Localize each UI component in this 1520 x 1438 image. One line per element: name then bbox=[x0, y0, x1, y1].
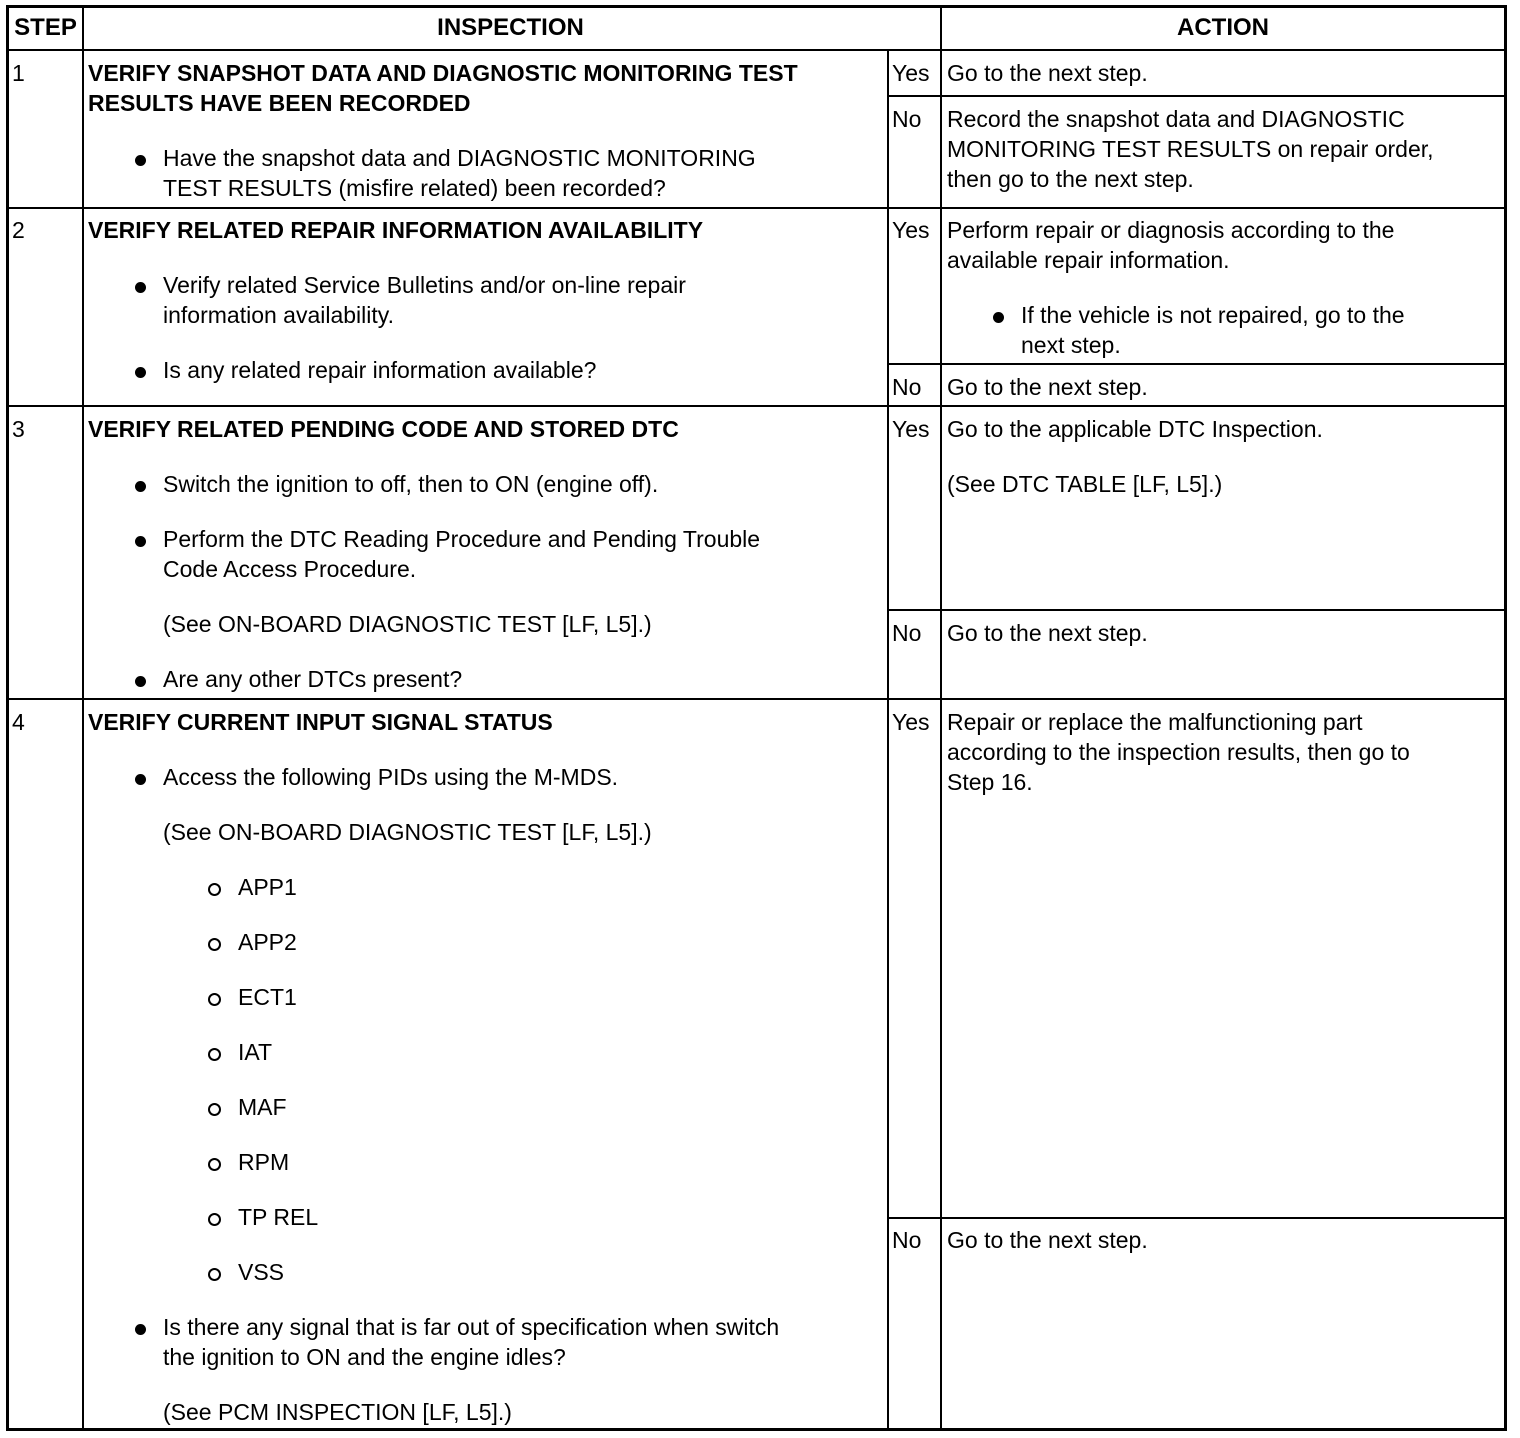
yes-label: Yes bbox=[892, 416, 930, 442]
step-title: RESULTS HAVE BEEN RECORDED bbox=[88, 90, 471, 116]
yes-action: available repair information. bbox=[947, 247, 1230, 273]
no-action: Go to the next step. bbox=[947, 374, 1148, 400]
circle-bullet-icon bbox=[208, 1103, 221, 1116]
bullet-text: Is there any signal that is far out of specification when switch bbox=[163, 1314, 780, 1340]
step-title: VERIFY RELATED REPAIR INFORMATION AVAILABILITY bbox=[88, 217, 704, 243]
yes-action: Step 16. bbox=[947, 769, 1033, 795]
step-title: VERIFY RELATED PENDING CODE AND STORED DTC bbox=[88, 416, 679, 442]
bullet-text: Perform the DTC Reading Procedure and Pending Trouble bbox=[163, 526, 761, 552]
circle-bullet-icon bbox=[208, 883, 221, 896]
yes-no-divider-1 bbox=[887, 95, 1504, 97]
circle-bullet-icon bbox=[208, 1158, 221, 1171]
bullet-icon bbox=[135, 774, 146, 785]
col-divider-action bbox=[940, 8, 942, 1428]
yes-bullet-text: If the vehicle is not repaired, go to the bbox=[1021, 302, 1405, 328]
pid-item: TP REL bbox=[238, 1204, 319, 1230]
bullet-icon bbox=[135, 367, 146, 378]
circle-bullet-icon bbox=[208, 1213, 221, 1226]
bullet-icon bbox=[135, 1324, 146, 1335]
inspection-table bbox=[6, 5, 1507, 1431]
col-divider-step bbox=[82, 8, 84, 1428]
row-divider-2 bbox=[9, 405, 1504, 407]
step-number: 2 bbox=[12, 217, 25, 243]
pid-item: APP2 bbox=[238, 929, 297, 955]
step-title: VERIFY CURRENT INPUT SIGNAL STATUS bbox=[88, 709, 553, 735]
bullet-text: Is any related repair information available? bbox=[163, 357, 597, 383]
no-action: then go to the next step. bbox=[947, 166, 1194, 192]
no-label: No bbox=[892, 374, 922, 400]
pid-item: RPM bbox=[238, 1149, 290, 1175]
no-action: Go to the next step. bbox=[947, 620, 1148, 646]
see-note: (See ON-BOARD DIAGNOSTIC TEST [LF, L5].) bbox=[163, 611, 652, 637]
no-action: Record the snapshot data and DIAGNOSTIC bbox=[947, 106, 1405, 132]
yes-action: Go to the next step. bbox=[947, 60, 1148, 86]
bullet-text: Verify related Service Bulletins and/or on-line repair bbox=[163, 272, 686, 298]
bullet-icon bbox=[135, 155, 146, 166]
yes-bullet-text: next step. bbox=[1021, 332, 1121, 358]
circle-bullet-icon bbox=[208, 993, 221, 1006]
header-action: ACTION bbox=[1177, 14, 1269, 41]
pid-item: APP1 bbox=[238, 874, 297, 900]
bullet-icon bbox=[993, 312, 1004, 323]
bullet-icon bbox=[135, 676, 146, 687]
yes-action: Repair or replace the malfunctioning part bbox=[947, 709, 1363, 735]
yes-action: Perform repair or diagnosis according to the bbox=[947, 217, 1395, 243]
row-divider-1 bbox=[9, 207, 1504, 209]
yes-action: according to the inspection results, then go to bbox=[947, 739, 1410, 765]
col-divider-yesno bbox=[887, 49, 889, 1428]
row-divider-3 bbox=[9, 698, 1504, 700]
no-label: No bbox=[892, 1227, 922, 1253]
see-note: (See ON-BOARD DIAGNOSTIC TEST [LF, L5].) bbox=[163, 819, 652, 845]
bullet-text: Switch the ignition to off, then to ON (engine off). bbox=[163, 471, 659, 497]
yes-label: Yes bbox=[892, 217, 930, 243]
bullet-text: TEST RESULTS (misfire related) been recorded? bbox=[163, 175, 666, 201]
circle-bullet-icon bbox=[208, 938, 221, 951]
header-step: STEP bbox=[14, 14, 77, 41]
step-number: 3 bbox=[12, 416, 25, 442]
pid-item: IAT bbox=[238, 1039, 273, 1065]
bullet-icon bbox=[135, 481, 146, 492]
yes-action: Go to the applicable DTC Inspection. bbox=[947, 416, 1323, 442]
step-number: 4 bbox=[12, 709, 25, 735]
bullet-icon bbox=[135, 282, 146, 293]
no-action: Go to the next step. bbox=[947, 1227, 1148, 1253]
bullet-text: Have the snapshot data and DIAGNOSTIC MONITORING bbox=[163, 145, 756, 171]
row-divider-header bbox=[9, 49, 1504, 51]
yes-label: Yes bbox=[892, 60, 930, 86]
circle-bullet-icon bbox=[208, 1048, 221, 1061]
step-title: VERIFY SNAPSHOT DATA AND DIAGNOSTIC MONITORING TEST bbox=[88, 60, 798, 86]
header-inspection: INSPECTION bbox=[437, 14, 584, 41]
circle-bullet-icon bbox=[208, 1268, 221, 1281]
yes-note: (See DTC TABLE [LF, L5].) bbox=[947, 471, 1223, 497]
pid-item: VSS bbox=[238, 1259, 285, 1285]
yes-no-divider-2 bbox=[887, 363, 1504, 365]
no-action: MONITORING TEST RESULTS on repair order, bbox=[947, 136, 1434, 162]
bullet-text: Access the following PIDs using the M-MDS. bbox=[163, 764, 619, 790]
pid-item: MAF bbox=[238, 1094, 287, 1120]
bullet-text: Code Access Procedure. bbox=[163, 556, 417, 582]
bullet-icon bbox=[135, 536, 146, 547]
no-label: No bbox=[892, 106, 922, 132]
see-note: (See PCM INSPECTION [LF, L5].) bbox=[163, 1399, 512, 1425]
yes-no-divider-3 bbox=[887, 609, 1504, 611]
yes-label: Yes bbox=[892, 709, 930, 735]
step-number: 1 bbox=[12, 60, 25, 86]
yes-no-divider-4 bbox=[887, 1217, 1504, 1219]
bullet-text: information availability. bbox=[163, 302, 394, 328]
bullet-text: Are any other DTCs present? bbox=[163, 666, 463, 692]
no-label: No bbox=[892, 620, 922, 646]
bullet-text: the ignition to ON and the engine idles? bbox=[163, 1344, 566, 1370]
pid-item: ECT1 bbox=[238, 984, 297, 1010]
